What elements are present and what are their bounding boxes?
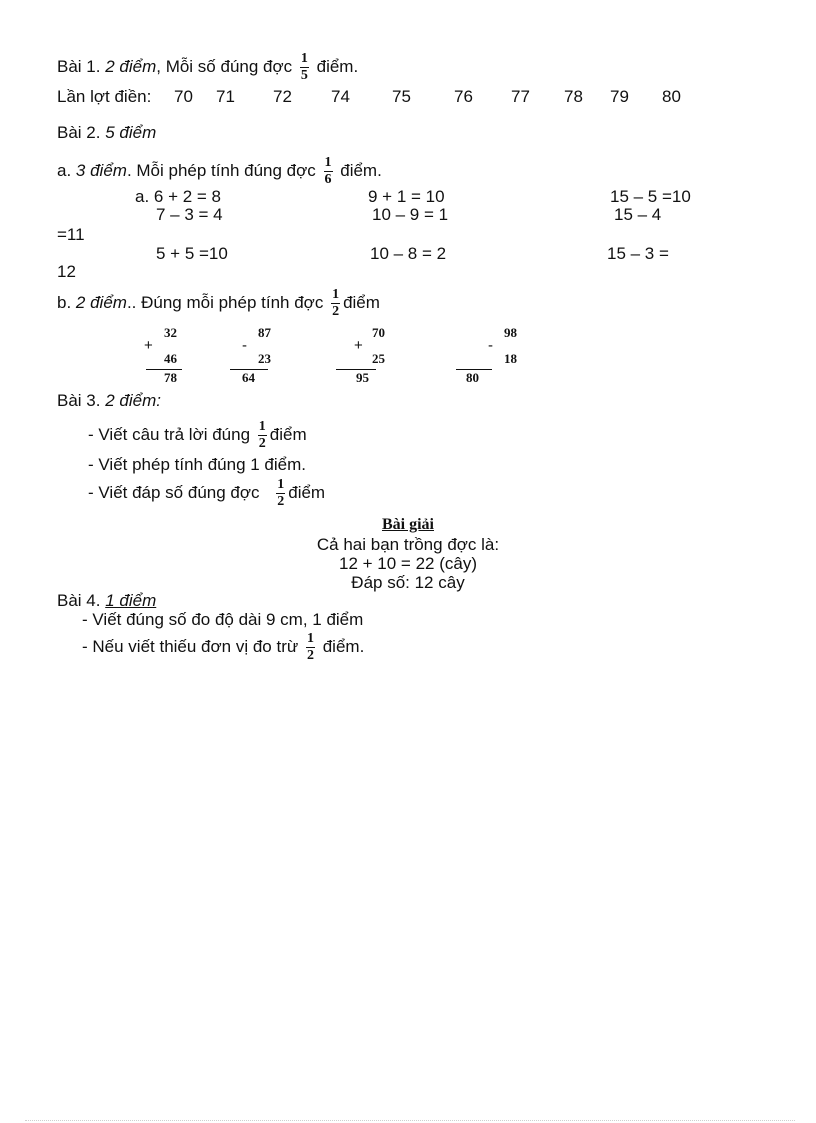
bai4-item [82,611,363,630]
bai3-item-tail: điểm [288,482,326,502]
solution-line: Đáp số: 12 cây [351,573,465,592]
bai2-points: 5 điểm [105,123,157,142]
page-bottom-rule [25,1120,795,1121]
equation-wrap: 12 [57,262,76,281]
calc-operator: - [488,337,493,354]
column-calculation [144,326,184,386]
fill-number: 79 [610,87,629,106]
bai2-b-tail: điểm [343,292,380,312]
bai3-item [88,420,307,451]
bai2-a-tail: điểm. [340,160,382,180]
fraction-numerator: 1 [258,419,266,434]
bai2-b-heading [57,288,380,319]
fraction-numerator: 1 [324,155,332,170]
bai2-a-points: 3 điểm [75,160,127,180]
bai4-points: 1 điểm [105,591,157,610]
bai1-points: 2 điểm [105,56,157,76]
solution-line: Cả hai bạn trồng đợc là: [316,535,500,554]
fraction-denominator: 5 [300,68,308,83]
calc-operator: - [242,337,247,354]
fill-number: 78 [564,87,583,106]
fill-number: 75 [392,87,411,106]
bai3-item-text: - Viết đáp số đúng đợc [88,482,260,502]
bai3-item [88,478,325,509]
equation: 15 – 4 [614,205,662,224]
calc-result: 95 [356,370,369,385]
fraction-numerator: 1 [300,51,308,66]
fraction-denominator: 2 [258,436,266,451]
bai1-fill-row [57,88,151,107]
calc-operand-bottom: 46 [164,351,177,366]
bai2-b-fraction [331,288,340,319]
bai4-item-text: - Nếu viết thiếu đơn vị đo trừ [82,636,299,656]
column-calculation [230,326,272,386]
bai1-fraction [300,52,309,83]
bai2-a-desc: . Mỗi phép tính đúng đợc [126,160,316,180]
fill-number: 77 [511,87,530,106]
bai1-fill-label: Lần lợt điền: [57,87,152,106]
bai2-label: Bài 2. [57,123,101,142]
bai3-item [88,456,306,475]
equation: 10 – 8 = 2 [370,244,447,263]
equation: 9 + 1 = 10 [368,187,445,206]
calc-result: 80 [466,370,479,385]
calc-operand-top: 70 [372,325,385,340]
solution-title: Bài giải [381,516,434,533]
calc-operand-bottom: 23 [258,351,271,366]
calc-result: 78 [164,370,177,385]
calc-operator: + [144,337,153,354]
fill-number: 76 [454,87,473,106]
bai3-item-text: - Viết câu trả lời đúng [88,424,251,444]
calc-operand-top: 98 [504,325,517,340]
equation: 10 – 9 = 1 [372,205,449,224]
bai2-b-label: b. [57,292,72,312]
bai3-points: 2 điểm: [105,391,161,410]
bai4-item-tail: điểm. [322,636,365,656]
equation: 15 – 3 = [607,244,669,263]
equation: 15 – 5 =10 [610,187,691,206]
solution-line: 12 + 10 = 22 (cây) [339,554,477,573]
bai2-heading [57,124,156,143]
fill-number: 71 [216,87,235,106]
bai2-b-points: 2 điểm [75,292,127,312]
bai2-a-heading [57,156,382,187]
fraction-denominator: 2 [332,304,340,319]
bai2-a-fraction [324,156,333,187]
fill-number: 80 [662,87,681,106]
fill-number: 74 [331,87,350,106]
equation: 5 + 5 =10 [156,244,228,263]
fraction-denominator: 2 [306,648,314,663]
bai4-item2-fraction [306,632,315,663]
calc-result: 64 [242,370,255,385]
calc-operand-top: 32 [164,325,177,340]
bai3-item3-fraction [276,478,285,509]
bai4-label: Bài 4. [57,591,101,610]
bai3-item-text: - Viết phép tính đúng 1 điểm. [88,455,307,474]
equation-wrap: =11 [57,225,85,244]
bai1-tail: điểm. [316,56,359,76]
bai3-item1-fraction [258,420,267,451]
bai1-label: Bài 1. [57,56,101,76]
calc-operand-bottom: 18 [504,351,517,366]
fraction-numerator: 1 [306,631,314,646]
bai1-heading [57,52,358,83]
bai4-item-text: - Viết đúng số đo độ dài 9 cm, 1 điểm [82,610,364,629]
fill-number: 70 [174,87,193,106]
equation: 7 – 3 = 4 [156,205,223,224]
column-calculation [336,325,385,386]
bai1-desc: , Mỗi số đúng đợc [156,56,293,76]
bai2-b-desc: .. Đúng mỗi phép tính đợc [126,292,324,312]
fraction-numerator: 1 [332,287,340,302]
calc-operand-bottom: 25 [372,351,385,366]
bai2-a-label: a. [57,160,72,180]
column-calculation [456,326,526,386]
bai3-label: Bài 3. [57,391,101,410]
fraction-denominator: 6 [324,172,332,187]
equation: a. 6 + 2 = 8 [135,187,222,206]
fraction-denominator: 2 [277,494,285,509]
bai4-heading [57,592,156,611]
bai3-heading [57,392,161,411]
fill-number: 72 [273,87,292,106]
fraction-numerator: 1 [277,477,285,492]
bai4-item [82,632,364,663]
bai3-item-tail: điểm [269,424,307,444]
calc-operand-top: 87 [258,325,271,340]
calc-operator: + [354,337,363,354]
